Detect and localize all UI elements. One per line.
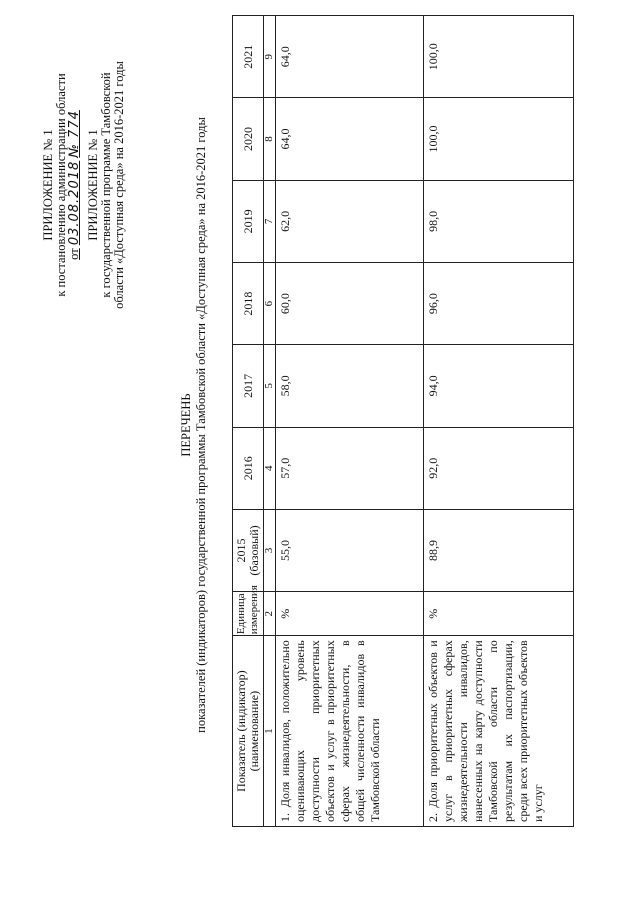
col-header-2017: 2017 [233, 345, 264, 427]
program-line-1: к государственной программе Тамбовской [99, 72, 113, 298]
col-header-2015: 2015 (базовый) [233, 509, 264, 591]
decree-prefix: от [67, 248, 81, 260]
decree-number: № 774 [67, 110, 82, 158]
value-2016: 57,0 [276, 427, 424, 509]
value-2019: 62,0 [276, 180, 424, 262]
unit-cell: % [276, 592, 424, 636]
value-2016: 92,0 [424, 427, 574, 509]
col-header-2018: 2018 [233, 262, 264, 344]
col-header-2016: 2016 [233, 427, 264, 509]
appendix-title-2: ПРИЛОЖЕНИЕ № 1 [86, 129, 100, 241]
doc-subtitle: показателей (индикаторов) государственной программы Тамбовской области «Доступная среда» на 2016-2021 годы [194, 117, 208, 733]
value-2021: 64,0 [276, 16, 424, 98]
value-2018: 96,0 [424, 262, 574, 344]
indicator-text: 2. Доля приоритетных объектов и услуг в приоритетных сферах жизнедеятельности инвалидов, нанесенных на карту доступности Тамбовской области по результатам их паспортизации, среди всех приоритетных объектов и услуг [424, 636, 574, 827]
col-number: 7 [264, 180, 276, 262]
value-2017: 58,0 [276, 345, 424, 427]
col-number: 6 [264, 262, 276, 344]
col-header-2020: 2020 [233, 98, 264, 180]
table-row [276, 16, 424, 827]
col-number: 5 [264, 345, 276, 427]
program-line-2: области «Доступная среда» на 2016-2021 годы [112, 61, 126, 309]
appendix-title: ПРИЛОЖЕНИЕ № 1 [41, 129, 55, 241]
col-header-2019: 2019 [233, 180, 264, 262]
header-row [233, 16, 264, 827]
col-number: 9 [264, 16, 276, 98]
value-2020: 100,0 [424, 98, 574, 180]
value-2020: 64,0 [276, 98, 424, 180]
col-number: 8 [264, 98, 276, 180]
indicators-table [232, 15, 574, 827]
col-header-unit: Единица измерения [233, 592, 264, 636]
col-number: 2 [264, 592, 276, 636]
appendix-header [42, 20, 126, 350]
indicator-text: 1. Доля инвалидов, положительно оценивающих уровень доступности приоритетных объектов и услуг в приоритетных сферах жизнедеятельности, в общей численности инвалидов в Тамбовской области [276, 636, 424, 827]
column-number-row [264, 16, 276, 827]
col-number: 3 [264, 509, 276, 591]
value-2015: 55,0 [276, 509, 424, 591]
decree-date-line [68, 20, 81, 350]
value-2015: 88,9 [424, 509, 574, 591]
value-2017: 94,0 [424, 345, 574, 427]
doc-title: ПЕРЕЧЕНЬ [179, 393, 193, 457]
value-2021: 100,0 [424, 16, 574, 98]
decree-line: к постановлению администрации области [54, 73, 68, 297]
col-number: 4 [264, 427, 276, 509]
col-number: 1 [264, 636, 276, 827]
col-header-indicator: Показатель (индикатор) (наименование) [233, 636, 264, 827]
unit-cell: % [424, 592, 574, 636]
col-header-2021: 2021 [233, 16, 264, 98]
value-2019: 98,0 [424, 180, 574, 262]
table-row [424, 16, 574, 827]
value-2018: 60,0 [276, 262, 424, 344]
decree-date: 03.08.2018 [67, 160, 82, 246]
